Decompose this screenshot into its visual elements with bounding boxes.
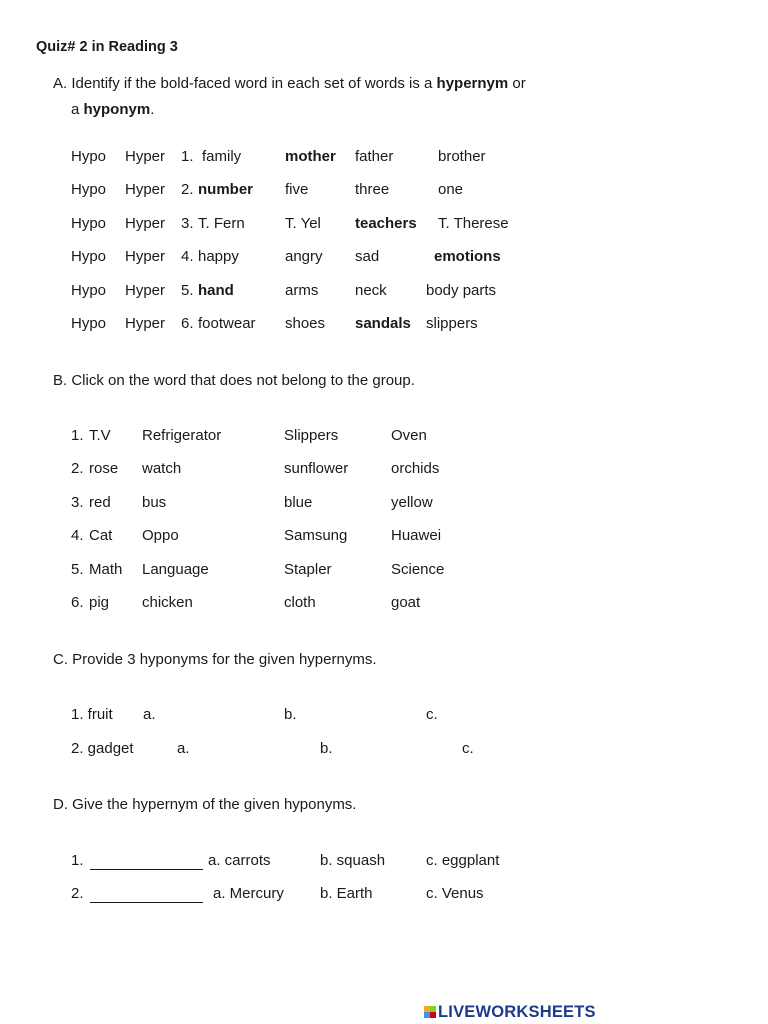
item-number: 4. <box>181 248 194 265</box>
hypernym-label: 2. gadget <box>71 740 134 757</box>
section-a-instruction-line2 <box>71 101 154 119</box>
word: three <box>355 181 390 198</box>
word: footwear <box>198 315 256 332</box>
hyponym: a. carrots <box>208 852 271 869</box>
item-number: 1. <box>181 148 194 165</box>
word-bold: hand <box>198 282 234 299</box>
choice-hyper[interactable]: Hyper <box>125 215 166 232</box>
choice-word[interactable]: Samsung <box>284 527 348 544</box>
section-d-instruction: D. Give the hypernym of the given hyponyms. <box>53 796 357 813</box>
word: family <box>202 148 242 165</box>
liveworksheets-logo-icon <box>424 1006 436 1018</box>
word: arms <box>285 282 319 299</box>
choice-hypo[interactable]: Hypo <box>71 215 107 232</box>
instruction-text: . <box>150 101 155 118</box>
item-number: 6. <box>71 594 84 611</box>
answer-label-c: c. <box>426 706 438 723</box>
choice-word[interactable]: Huawei <box>391 527 442 544</box>
word: neck <box>355 282 387 299</box>
item-number: 2. <box>71 885 84 902</box>
word: T. Fern <box>198 215 245 232</box>
choice-word[interactable]: pig <box>89 594 110 611</box>
choice-word[interactable]: goat <box>391 594 421 611</box>
item-number: 4. <box>71 527 84 544</box>
logo-square <box>430 1012 436 1018</box>
item-number: 5. <box>71 561 84 578</box>
choice-hyper[interactable]: Hyper <box>125 148 166 165</box>
answer-label-c: c. <box>462 740 474 757</box>
instruction-text: or <box>508 75 526 92</box>
choice-word[interactable]: yellow <box>391 494 433 511</box>
choice-hyper[interactable]: Hyper <box>125 315 166 332</box>
choice-hypo[interactable]: Hypo <box>71 181 107 198</box>
word-bold: teachers <box>355 215 417 232</box>
keyword-hyponym: hyponym <box>83 101 151 118</box>
word: happy <box>198 248 239 265</box>
choice-word[interactable]: Oven <box>391 427 427 444</box>
item-number: 3. <box>181 215 194 232</box>
liveworksheets-brand-text: LIVEWORKSHEETS <box>438 1002 596 1021</box>
answer-blank[interactable] <box>90 852 203 870</box>
choice-word[interactable]: chicken <box>142 594 193 611</box>
choice-hypo[interactable]: Hypo <box>71 248 107 265</box>
word: sad <box>355 248 380 265</box>
choice-word[interactable]: red <box>89 494 111 511</box>
word: five <box>285 181 309 198</box>
choice-hypo[interactable]: Hypo <box>71 148 107 165</box>
item-number: 3. <box>71 494 84 511</box>
instruction-text: a <box>71 101 84 118</box>
choice-word[interactable]: cloth <box>284 594 316 611</box>
choice-hypo[interactable]: Hypo <box>71 282 107 299</box>
word: T. Therese <box>438 215 509 232</box>
choice-word[interactable]: Cat <box>89 527 113 544</box>
choice-word[interactable]: watch <box>142 460 182 477</box>
item-number: 2. <box>181 181 194 198</box>
section-b-instruction: B. Click on the word that does not belong to the group. <box>53 372 415 389</box>
choice-word[interactable]: T.V <box>89 427 111 444</box>
choice-word[interactable]: Refrigerator <box>142 427 222 444</box>
choice-word[interactable]: rose <box>89 460 119 477</box>
word: one <box>438 181 464 198</box>
answer-blank[interactable] <box>90 885 203 903</box>
hyponym: c. eggplant <box>426 852 500 869</box>
item-number: 6. <box>181 315 194 332</box>
choice-word[interactable]: Oppo <box>142 527 179 544</box>
liveworksheets-logo <box>424 1002 596 1022</box>
choice-word[interactable]: bus <box>142 494 167 511</box>
word: shoes <box>285 315 326 332</box>
word: slippers <box>426 315 478 332</box>
choice-hypo[interactable]: Hypo <box>71 315 107 332</box>
answer-label-a: a. <box>143 706 156 723</box>
item-number: 1. <box>71 427 84 444</box>
answer-label-b: b. <box>320 740 333 757</box>
item-number: 1. <box>71 852 84 869</box>
hyponym: b. squash <box>320 852 386 869</box>
word-bold: mother <box>285 148 336 165</box>
word: brother <box>438 148 486 165</box>
keyword-hypernym: hypernym <box>436 75 509 92</box>
item-number: 2. <box>71 460 84 477</box>
word-bold: number <box>198 181 254 198</box>
choice-word[interactable]: Language <box>142 561 209 578</box>
choice-word[interactable]: orchids <box>391 460 440 477</box>
hyponym: a. Mercury <box>213 885 284 902</box>
word-bold: sandals <box>355 315 411 332</box>
word: T. Yel <box>285 215 321 232</box>
choice-word[interactable]: Math <box>89 561 123 578</box>
choice-hyper[interactable]: Hyper <box>125 282 166 299</box>
choice-word[interactable]: Stapler <box>284 561 332 578</box>
section-a-instruction <box>53 75 526 93</box>
hyponym: b. Earth <box>320 885 373 902</box>
choice-word[interactable]: Slippers <box>284 427 339 444</box>
choice-hyper[interactable]: Hyper <box>125 248 166 265</box>
word: body parts <box>426 282 497 299</box>
word: father <box>355 148 394 165</box>
answer-label-b: b. <box>284 706 297 723</box>
choice-word[interactable]: blue <box>284 494 313 511</box>
choice-word[interactable]: Science <box>391 561 445 578</box>
choice-word[interactable]: sunflower <box>284 460 349 477</box>
worksheet-title: Quiz# 2 in Reading 3 <box>36 39 178 55</box>
instruction-text: A. Identify if the bold-faced word in each set of words is a <box>53 75 437 92</box>
hypernym-label: 1. fruit <box>71 706 113 723</box>
item-number: 5. <box>181 282 194 299</box>
answer-label-a: a. <box>177 740 190 757</box>
section-c-instruction: C. Provide 3 hyponyms for the given hypernyms. <box>53 651 377 668</box>
word: angry <box>285 248 323 265</box>
hyponym: c. Venus <box>426 885 484 902</box>
choice-hyper[interactable]: Hyper <box>125 181 166 198</box>
word-bold: emotions <box>434 248 501 265</box>
